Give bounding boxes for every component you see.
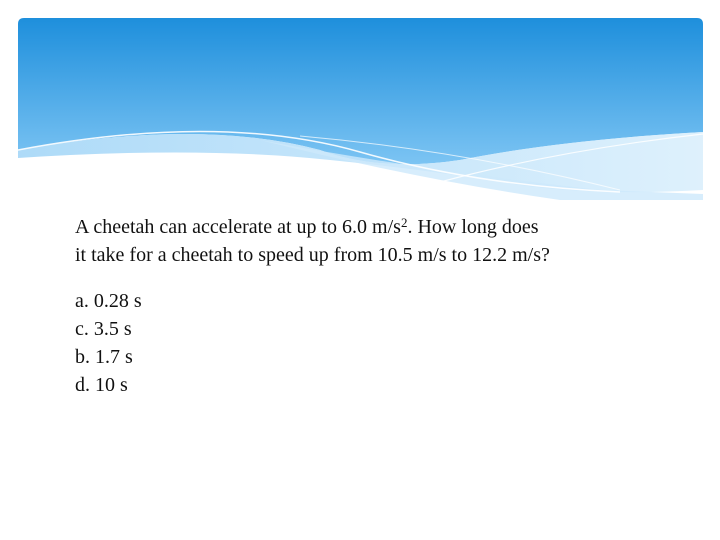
header-wave-banner: [0, 0, 720, 200]
answer-list: [75, 287, 675, 399]
question-line-2: it take for a cheetah to speed up from 10.5 m/s to 12.2 m/s?: [75, 244, 550, 266]
slide-content: [75, 213, 675, 399]
question-line-1-before: A cheetah can accelerate at up to 6.0 m/s: [75, 216, 401, 238]
answer-option: a. 0.28 s: [75, 290, 142, 312]
answer-option: d. 10 s: [75, 374, 128, 396]
question-text: [75, 213, 675, 269]
question-line-1-after: . How long does: [407, 216, 539, 238]
answer-option: c. 3.5 s: [75, 318, 132, 340]
answer-option: b. 1.7 s: [75, 346, 133, 368]
superscript-exponent: 2: [400, 215, 408, 230]
